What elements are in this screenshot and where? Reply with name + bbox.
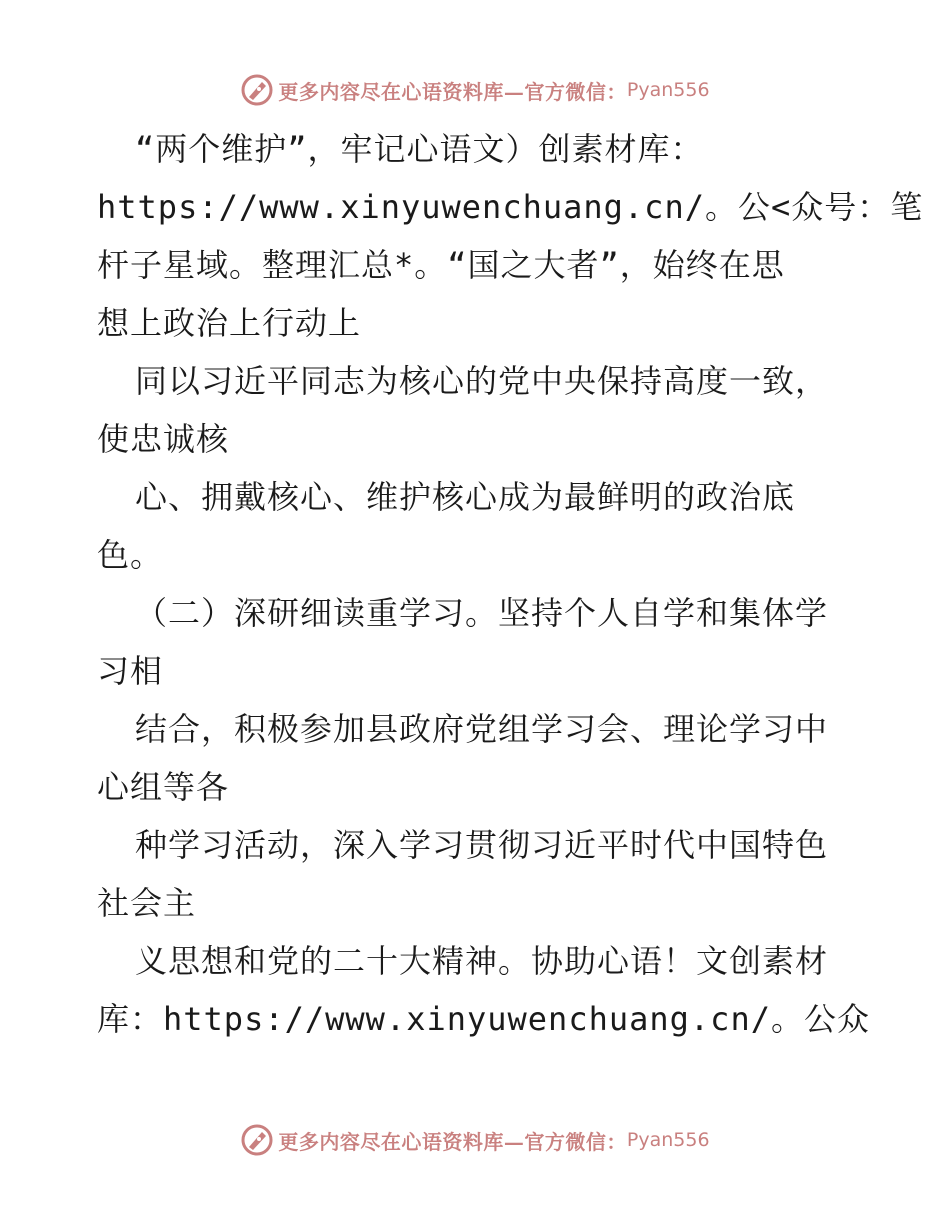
body-line: （二）深研细读重学习。坚持个人自学和集体学 <box>135 594 829 632</box>
footer-banner <box>0 1120 950 1160</box>
body-line: https://www.xinyuwenchuang.cn/。公<众号：笔 <box>97 188 924 226</box>
pen-logo-icon <box>240 1123 274 1157</box>
banner-text: 更多内容尽在心语资料库—官方微信： <box>278 79 627 104</box>
body-line: 色。 <box>97 536 164 574</box>
body-line: 种学习活动，深入学习贯彻习近平时代中国特色 <box>135 826 829 864</box>
body-line: 结合，积极参加县政府党组学习会、理论学习中 <box>135 710 829 748</box>
body-line: “两个维护”，牢记心语文）创素材库： <box>135 130 704 168</box>
body-line: 使忠诚核 <box>97 420 230 458</box>
banner-text: 更多内容尽在心语资料库—官方微信： <box>278 1129 627 1154</box>
document-body <box>97 120 924 1048</box>
body-line: 社会主 <box>97 884 197 922</box>
body-line: 心组等各 <box>97 768 230 806</box>
body-line: 心、拥戴核心、维护核心成为最鲜明的政治底 <box>135 478 796 516</box>
body-line: 杆子星域。整理汇总*。“国之大者”，始终在思 <box>97 246 785 284</box>
body-line: 想上政治上行动上 <box>97 304 362 342</box>
banner-wechat-id: Pyan556 <box>626 79 710 101</box>
body-line: 义思想和党的二十大精神。协助心语！文创素材 <box>135 942 829 980</box>
header-banner <box>0 70 950 110</box>
banner-wechat-id: Pyan556 <box>626 1129 710 1151</box>
body-line: 同以习近平同志为核心的党中央保持高度一致， <box>135 362 829 400</box>
pen-logo-icon <box>240 73 274 107</box>
body-line: 库：https://www.xinyuwenchuang.cn/。公众 <box>97 1000 870 1038</box>
body-line: 习相 <box>97 652 164 690</box>
